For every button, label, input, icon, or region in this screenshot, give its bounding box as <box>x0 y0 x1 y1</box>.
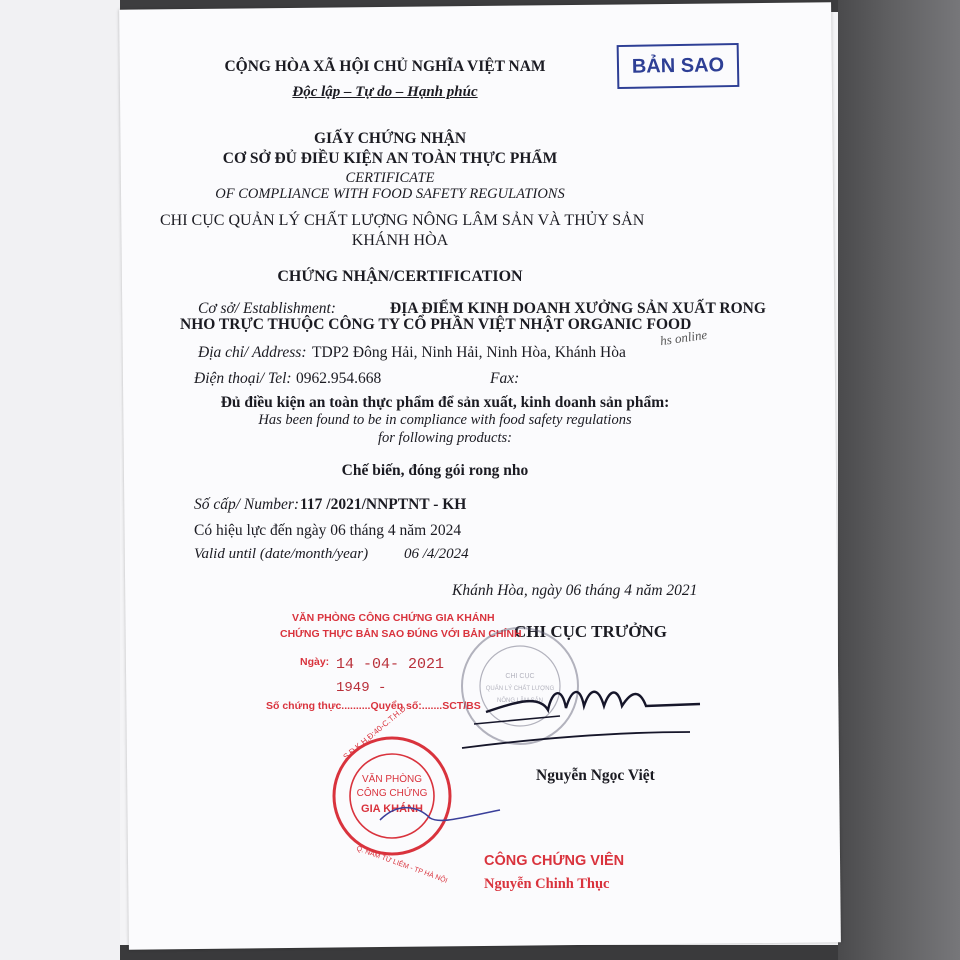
notary-red-seal <box>334 704 450 885</box>
telephone-label: Điện thoại/ Tel: <box>194 370 292 387</box>
country-name: CỘNG HÒA XÃ HỘI CHỦ NGHĨA VIỆT NAM <box>224 58 546 75</box>
certificate-title-en: CERTIFICATE <box>345 170 435 186</box>
notary-date-label: Ngày: <box>300 656 330 668</box>
fax-label: Fax: <box>490 370 520 387</box>
national-motto: Độc lập – Tự do – Hạnh phúc <box>292 84 478 100</box>
valid-until-en-value: 06 /4/2024 <box>404 546 469 562</box>
certificate-title-vn: GIẤY CHỨNG NHẬN <box>313 130 467 147</box>
valid-until-vn: Có hiệu lực đến ngày 06 tháng 4 năm 2024 <box>194 522 462 539</box>
svg-text:QUẢN LÝ CHẤT LƯỢNG: QUẢN LÝ CHẤT LƯỢNG <box>485 686 555 692</box>
notary-reference-line: Số chứng thực..........Quyển số:.......SCT/BS <box>266 700 481 712</box>
notary-office-name: VĂN PHÒNG CÔNG CHỨNG GIA KHÁNH <box>292 612 495 624</box>
svg-text:CÔNG CHỨNG: CÔNG CHỨNG <box>356 788 428 799</box>
certificate-number-label: Số cấp/ Number: <box>194 496 300 513</box>
issuing-agency-province: KHÁNH HÒA <box>351 232 449 249</box>
compliance-statement-en: Has been found to be in compliance with food safety regulations <box>258 412 632 428</box>
handwritten-note: hs online <box>659 326 709 349</box>
svg-text:CHI CỤC: CHI CỤC <box>505 673 535 680</box>
svg-text:Q. NAM TỪ LIÊM - TP HÀ NỘI: Q. NAM TỪ LIÊM - TP HÀ NỘI <box>355 845 449 885</box>
copy-stamp: BẢN SAO <box>617 43 740 89</box>
establishment-name-cont: NHO TRỰC THUỘC CÔNG TY CỔ PHẦN VIỆT NHẬT ORGANIC FOOD <box>180 316 692 333</box>
establishment-label: Cơ sở/ Establishment: <box>198 300 336 317</box>
address-value: TDP2 Đông Hải, Ninh Hải, Ninh Hòa, Khánh Hòa <box>312 344 626 361</box>
telephone-value: 0962.954.668 <box>296 370 382 387</box>
certificate-number: 117 /2021/NNPTNT - KH <box>300 496 467 513</box>
agency-round-seal <box>462 628 578 744</box>
product-description: Chế biến, đóng gói rong nho <box>341 462 529 479</box>
establishment-name: ĐỊA ĐIỂM KINH DOANH XƯỞNG SẢN XUẤT RONG <box>390 300 766 317</box>
issue-date: Khánh Hòa, ngày 06 tháng 4 năm 2021 <box>452 582 698 599</box>
address-label: Địa chỉ/ Address: <box>198 344 307 361</box>
signatory-title: CHI CỤC TRƯỞNG <box>514 622 668 641</box>
issuing-agency: CHI CỤC QUẢN LÝ CHẤT LƯỢNG NÔNG LÂM SẢN VÀ THỦY SẢN <box>160 212 645 229</box>
notary-certify-line: CHỨNG THỰC BẢN SAO ĐÚNG VỚI BẢN CHÍNH <box>280 628 522 640</box>
notary-role: CÔNG CHỨNG VIÊN <box>484 853 625 869</box>
compliance-statement-en-cont: for following products: <box>378 430 512 446</box>
svg-text:NÔNG LÂM SẢN: NÔNG LÂM SẢN <box>496 698 544 704</box>
svg-text:S.Đ.K.H.Đ:40-C.T.H.Đ: S.Đ.K.H.Đ:40-C.T.H.Đ <box>341 704 408 762</box>
compliance-statement-vn: Đủ điều kiện an toàn thực phẩm để sản xuất, kinh doanh sản phẩm: <box>220 394 670 411</box>
svg-text:GIA KHÁNH: GIA KHÁNH <box>361 803 423 815</box>
signatory-name: Nguyễn Ngọc Việt <box>536 767 655 784</box>
certification-heading: CHỨNG NHẬN/CERTIFICATION <box>277 268 523 285</box>
notary-date: 14 -04- 2021 <box>336 656 445 673</box>
valid-until-en-label: Valid until (date/month/year) <box>194 546 369 562</box>
certificate-subtitle-vn: CƠ SỞ ĐỦ ĐIỀU KIỆN AN TOÀN THỰC PHẨM <box>222 150 558 167</box>
chief-signature <box>486 692 700 712</box>
notary-name: Nguyễn Chinh Thục <box>484 876 610 892</box>
svg-text:VĂN PHÒNG: VĂN PHÒNG <box>361 774 423 785</box>
certificate-subtitle-en: OF COMPLIANCE WITH FOOD SAFETY REGULATIONS <box>215 186 565 202</box>
notary-certificate-number: 1949 - <box>336 680 387 696</box>
